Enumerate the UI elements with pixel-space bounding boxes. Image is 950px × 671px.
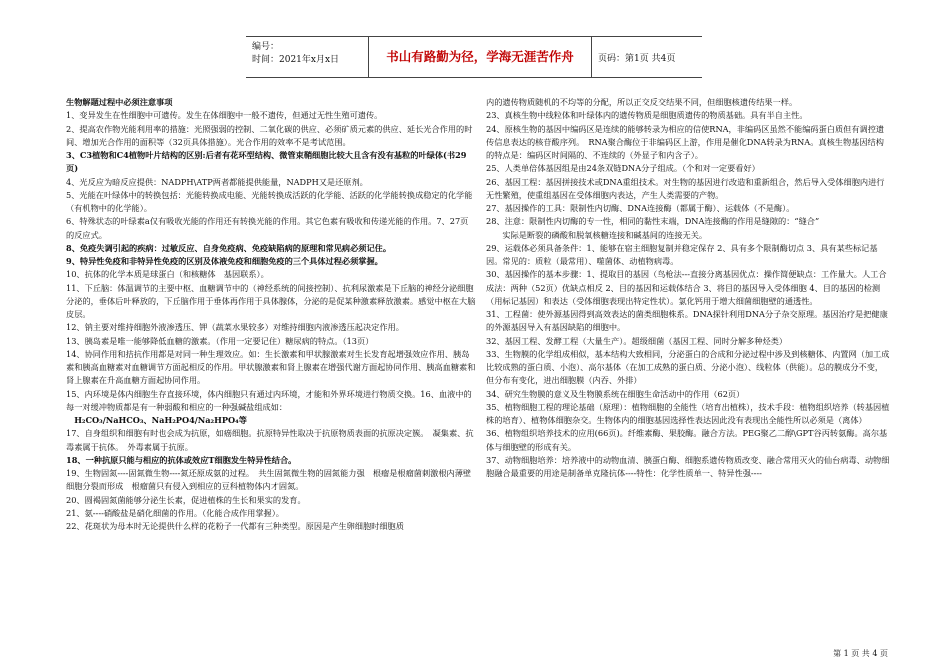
paragraph: 36、植物组织培养技术的应用(66页)。纤维素酶、果胶酶。融合方法。PEG聚乙二醇\GPT谷丙转氨酶。高尔基体与细胞壁的形成有关。 xyxy=(486,428,888,452)
time-label: 时间：2021年x月x日 xyxy=(252,55,340,65)
paragraph: 1、变异发生在性细胞中可遗传。发生在体细胞中一般不遗传，但通过无性生殖可遗传。 xyxy=(66,110,383,121)
paragraph: 19、生物固氮----固氮微生物----氮还原成氨的过程。 共生固氮微生物的固氮能力强 根瘤是根瘤菌刺激根内薄壁细胞分裂而形成 根瘤菌只有侵入到相应的豆科植物体内才固氮。 xyxy=(66,468,472,492)
paragraph: 3、C3植物和C4植物叶片结构的区别:后者有花环型结构、微管束鞘细胞比较大且含有没有基粒的叶绿体(书29页) xyxy=(66,150,467,174)
paragraph: 20、圆褐固氮菌能够分泌生长素，促进植株的生长和果实的发育。 xyxy=(66,494,306,505)
paragraph: 12、钠主要对维持细胞外液渗透压、钾（蔬菜水果较多）对维持细胞内液渗透压起决定作用。 xyxy=(66,322,404,333)
paragraph: 5、光能在叶绿体中的转换包括：光能转换成电能、光能转换成活跃的化学能、活跃的化学能转换成稳定的化学能（有机物中的化学能）。 xyxy=(66,189,473,213)
page-header xyxy=(246,36,702,78)
page-number: 第 1 页 共 4 页 xyxy=(833,649,888,658)
paragraph: 24、原核生物的基因中编码区是连续的能够转录为相应的信使RNA，非编码区虽然不能编码蛋白质但有调控遗传信息表达的核苷酸序列。 RNA聚合酶位于非编码区上游，作用是催化DNA转录为RNA。真核生物基因结构的特点是：编码区时间隔的、不连续的（外显子和内含子）。 xyxy=(486,123,885,160)
paragraph: 25、人类单倍体基因组是由24条双链DNA分子组成。（个和对一定要看好） xyxy=(486,163,760,174)
paragraph: 13、胰岛素是唯一能够降低血糖的激素。（作用一定要记住）糖尿病的特点。（13页） xyxy=(66,335,374,346)
left-column xyxy=(66,96,476,533)
paragraph: 4、光反应为暗反应提供：NADPH\ATP两者都能提供能量，NADPH又是还原剂。 xyxy=(66,176,368,187)
paragraph: 23、真核生物中线粒体和叶绿体内的遗传物质是细胞质遗传的物质基础。具有半自主性。 xyxy=(486,110,808,121)
paragraph: 30、基因操作的基本步骤：1、提取目的基因（鸟枪法---直接分离基因优点：操作简便缺点：工作量大。人工合成法：两种（52页）优缺点相反 2、目的基因和运载体结合 3、将目的基因导入受体细胞 4、目的基因的检测（用标记基因）和表达（受体细胞表现出特定性状）。氯化钙用于增大细菌细胞壁的通透性。 xyxy=(486,269,887,306)
paragraph: 35、植物细胞工程的理论基础（原理）：植物细胞的全能性（培育出植株），技术手段：植物组织培养（转基因植株的培育）、植物体细胞杂交。生物体内的细胞基因选择性表达因此没有表现出全能性所以必须是（离体） xyxy=(486,401,890,425)
right-column xyxy=(486,96,890,480)
paragraph: 2、提高农作物光能利用率的措施：光照强弱的控制、二氧化碳的供应、必须矿质元素的供应、延长光合作用的时间、增加光合作用的面积等（32页具体措施）。光合作用的效率不是考试范围。 xyxy=(66,123,473,147)
paragraph: 21、氨----硝酸盐是硝化细菌的作用。（化能合成作用掌握）。 xyxy=(66,507,284,518)
header-page-info: 页码：第1页 共4页 xyxy=(598,54,676,64)
paragraph: 34、研究生物膜的意义及生物膜系统在细胞生命活动中的作用（62页） xyxy=(486,388,745,399)
paragraph: 11、下丘脑：体温调节的主要中枢、血糖调节中的（神经系统的间接控制）、抗利尿激素是下丘脑的神经分泌细胞分泌的，垂体后叶释放的，下丘脑作用于垂体再作用于具体腺体，分泌的是促某种激素释放激素。感觉中枢在大脑皮层。 xyxy=(66,282,476,319)
paragraph: 31、工程菌：使外源基因得到高效表达的菌类细胞株系。DNA探针利用DNA分子杂交原理。基因治疗是把健康的外源基因导入有基因缺陷的细胞中。 xyxy=(486,309,888,333)
paragraph: 10、抗体的化学本质是球蛋白（和核糖体 基因联系）。 xyxy=(66,269,269,280)
paragraph: 8、免疫失调引起的疾病：过敏反应、自身免疫病、免疫缺陷病的原理和常见病必须记住。 xyxy=(66,242,392,253)
section-title: 生物解题过程中必须注意事项 xyxy=(66,97,173,107)
paragraph: 18、一种抗原只能与相应的抗体或效应T细胞发生特异性结合。 xyxy=(66,454,297,465)
paragraph: 28、注意：限制性内切酶的专一性，相同的黏性末端，DNA连接酶的作用是缝隙的：“缝合” xyxy=(486,216,820,227)
paragraph: H₂CO₃/NaHCO₃、NaH₂PO4/Na₂HPO₄等 xyxy=(66,415,247,425)
paragraph: 内的遗传物质随机的不均等的分配，所以正交反交结果不同，但细胞核遗传结果一样。 xyxy=(486,97,798,107)
number-label: 编号： xyxy=(252,42,280,52)
paragraph: 22、花斑状为母本时无论提供什么样的花粉子一代都有三种类型。原因是产生卵细胞时细胞质 xyxy=(66,521,404,531)
paragraph: 6、特殊状态的叶绿素a仅有吸收光能的作用还有转换光能的作用。其它色素有吸收和传递光能的作用。7、27页的反应式。 xyxy=(66,216,469,240)
paragraph: 9、特异性免疫和非特异性免疫的区别及体液免疫和细胞免疫的三个具体过程必须掌握。 xyxy=(66,256,383,266)
paragraph: 26、基因工程：基因拼接技术或DNA重组技术。对生物的基因进行改造和重新组合，然后导入受体细胞内进行无性繁殖，使重组基因在受体细胞内表达，产生人类需要的产物。 xyxy=(486,176,885,200)
paragraph: 27、基因操作的工具：限制性内切酶、DNA连接酶（都属于酶）、运载体（不是酶）。 xyxy=(486,203,795,213)
paragraph: 32、基因工程、发酵工程（大量生产）。超级细菌（基因工程、同时分解多种烃类） xyxy=(486,335,788,346)
paragraph: 29、运载体必须具备条件：1、能够在宿主细胞复制并稳定保存 2、具有多个限制酶切点 3、具有某些标记基因。常见的：质粒（最常用）、噬菌体、动植物病毒。 xyxy=(486,242,878,266)
paragraph: 实际是断裂的磷酸和脱氧核糖连接和碱基间的连接无关。 xyxy=(486,229,708,240)
header-motto: 书山有路勤为径，学海无涯苦作舟 xyxy=(368,37,592,77)
header-meta xyxy=(252,41,339,67)
paragraph: 33、生物膜的化学组成相似，基本结构大致相同，分泌蛋白的合成和分泌过程中涉及到核糖体、内置网（加工成比较成熟的蛋白质、小泡）、高尔基体（在加工成熟的蛋白质、分泌小泡）、线粒体（供能）。总的膜成分不变，但分布有变化，进出细胞膜（内吞、外排） xyxy=(486,348,890,386)
paragraph: 37、动物细胞培养：培养液中的动物血清、胰蛋白酶、细胞系遗传物质改变、融合常用灭火的仙台病毒、动物细胞融合最重要的用途是制备单克隆抗体----特性：化学性质单一、特异性强---- xyxy=(486,454,890,478)
paragraph: 17、自身组织和细胞有时也会成为抗原，如癌细胞。抗原特异性取决于抗原物质表面的抗原决定簇。 凝集素、抗毒素属于抗体。 外毒素属于抗原。 xyxy=(66,428,474,452)
paragraph: 14、协同作用和拮抗作用都是对同一种生理效应。如：生长激素和甲状腺激素对生长发育起增强效应作用、胰岛素和胰高血糖素对血糖调节方面起相反的作用。甲状腺激素和肾上腺素在增强代谢方面起协同作用、胰高血糖素和肾上腺素在升高血糖方面起协同作用。 xyxy=(66,348,476,386)
paragraph: 15、内环境是体内细胞生存直接环境，体内细胞只有通过内环境，才能和外界环境进行物质交换。16、血液中的每一对缓冲物质都是有一种弱酸和相应的一种强碱盐组成如： xyxy=(66,388,472,412)
